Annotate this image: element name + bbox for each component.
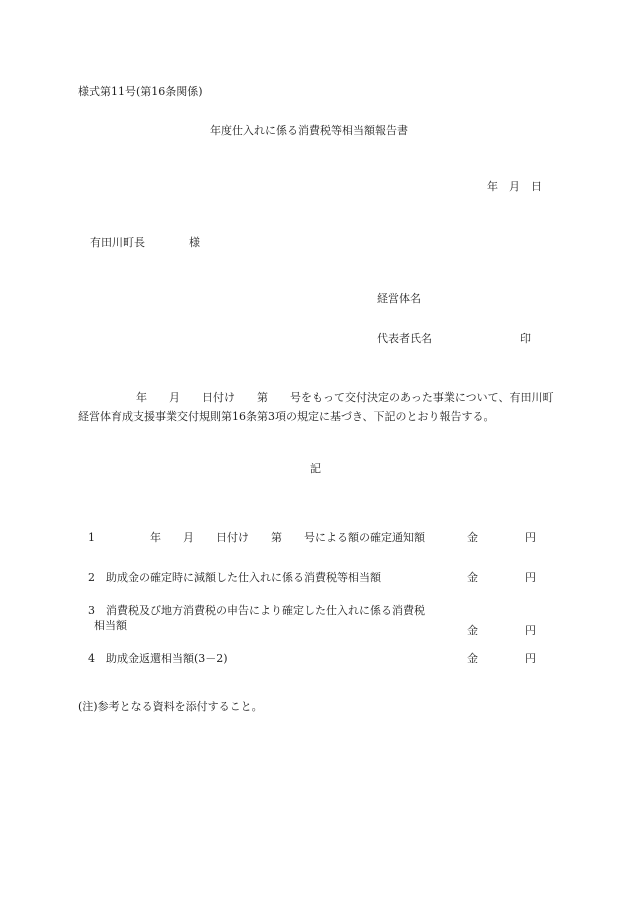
item-4-yen: 円	[525, 652, 536, 665]
item-3-label-continuation: 相当額	[94, 619, 127, 632]
item-3-yen: 円	[525, 624, 536, 637]
body-paragraph: 年 月 日付け 第 号をもって交付決定のあった事業について、有田川町経営体育成支援事業交付規則第16条第3項の規定に基づき、下記のとおり報告する。	[78, 391, 554, 423]
item-3-label: 3 消費税及び地方消費税の申告により確定した仕入れに係る消費税	[88, 604, 425, 617]
addressee-name: 有田川町長	[90, 236, 145, 249]
item-2-yen: 円	[525, 571, 536, 584]
item-3-kin: 金	[467, 624, 478, 637]
org-name-label: 経営体名	[377, 292, 421, 305]
addressee-honorific: 様	[189, 236, 200, 249]
item-1-yen: 円	[525, 531, 536, 544]
seal-label: 印	[520, 332, 531, 345]
note: (注)参考となる資料を添付すること。	[78, 700, 263, 713]
item-1-kin: 金	[467, 531, 478, 544]
date-line: 年 月 日	[487, 180, 542, 193]
form-number: 様式第11号(第16条関係)	[78, 85, 203, 98]
addressee	[90, 236, 200, 250]
document-title: 年度仕入れに係る消費税等相当額報告書	[210, 124, 408, 137]
item-2-label: 2 助成金の確定時に減額した仕入れに係る消費税等相当額	[88, 571, 381, 584]
item-4-label: 4 助成金返還相当額(3－2)	[88, 652, 228, 665]
ki-heading: 記	[310, 462, 321, 475]
representative-name-label: 代表者氏名	[377, 332, 432, 345]
item-1-label: 1 年 月 日付け 第 号による額の確定通知額	[88, 531, 425, 544]
item-4-kin: 金	[467, 652, 478, 665]
item-2-kin: 金	[467, 571, 478, 584]
